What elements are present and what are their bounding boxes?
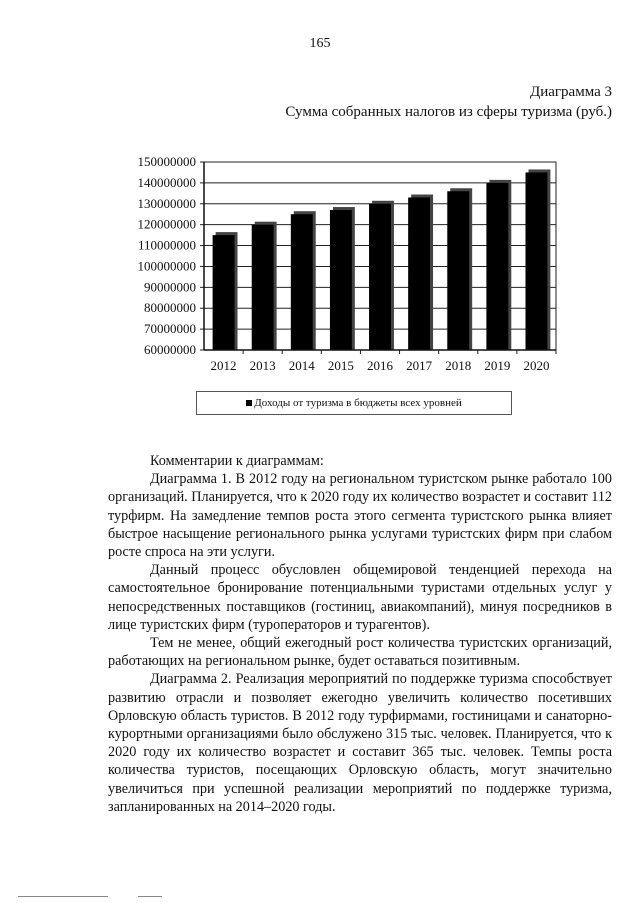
x-tick-label: 2013 (249, 358, 276, 373)
legend-label: Доходы от туризма в бюджеты всех уровней (254, 397, 462, 409)
bar (291, 214, 313, 350)
x-tick-label: 2016 (367, 358, 393, 373)
y-tick-label: 140000000 (137, 174, 196, 190)
diagram-label: Диаграмма 3 (529, 84, 612, 100)
x-tick-label: 2015 (327, 358, 354, 373)
bar-chart (100, 150, 580, 430)
x-tick-label: 2019 (484, 358, 511, 373)
page-number: 165 (309, 36, 331, 51)
diagram-title: Сумма собранных налогов из сферы туризма (руб.) (285, 104, 612, 120)
bar (525, 172, 547, 350)
y-tick-label: 120000000 (137, 216, 196, 232)
y-tick-label: 150000000 (137, 154, 196, 169)
bar (369, 204, 391, 350)
comment-paragraph-4: Диаграмма 2. Реализация мероприятий по поддержке туризма способствует развитию отрасли и позволяет ежегодно увеличить количество посетивших Орловскую область туристов. В 2012 году турфирмами, гостиницами и санаторно-курортными организациями было обслужено 315 тыс. человек. Планируется, что к 2020 году их количество возрастет и составит 365 тыс. человек. Темпы роста количества туристов, посещающих Орловскую область, могут значительно увеличиться при успешной реализации мероприятий по поддержке туризма, запланированных на 2014–2020 годы. (108, 671, 612, 815)
bar (447, 191, 469, 350)
bar (213, 235, 235, 350)
y-tick-label: 80000000 (144, 300, 196, 316)
chart-legend (196, 391, 512, 415)
x-tick-label: 2020 (523, 358, 550, 373)
y-tick-label: 60000000 (144, 342, 196, 357)
bar (486, 183, 508, 350)
x-tick-label: 2014 (288, 358, 315, 373)
y-tick-label: 70000000 (144, 321, 196, 337)
footer-rule (0, 896, 640, 898)
y-tick-label: 130000000 (137, 195, 196, 211)
bar (330, 210, 352, 350)
comment-paragraph-2: Данный процесс обусловлен общемировой тенденцией перехода на самостоятельное бронирование потенциальными туристами отдельных услуг у непосредственных поставщиков (гостиниц, авиакомпаний), минуя посредников в лице туристских фирм (туроператоров и турагентов). (108, 562, 612, 633)
x-tick-label: 2018 (445, 358, 472, 373)
comments-text (108, 452, 612, 816)
y-tick-label: 90000000 (144, 279, 196, 295)
y-tick-label: 100000000 (137, 258, 196, 274)
comment-paragraph-3: Тем не менее, общий ежегодный рост количества туристских организаций, работающих на региональном рынке, будет оставаться позитивным. (108, 635, 612, 670)
x-tick-label: 2017 (406, 358, 433, 373)
comments-heading: Комментарии к диаграммам: (150, 453, 324, 469)
x-tick-label: 2012 (210, 358, 237, 373)
bar (408, 198, 430, 350)
comment-paragraph-1: Диаграмма 1. В 2012 году на региональном туристском рынке работало 100 организаций. Планируется, что к 2020 году их количество возрастет и составит 112 турфирм. На замедление темпов роста этого сегмента туристского рынка влияет быстрое насыщение регионального рынка услугами туристских фирм при слабом росте спроса на эти услуги. (108, 471, 613, 561)
legend-swatch (246, 400, 252, 406)
y-tick-label: 110000000 (137, 237, 196, 253)
bar (252, 225, 274, 350)
